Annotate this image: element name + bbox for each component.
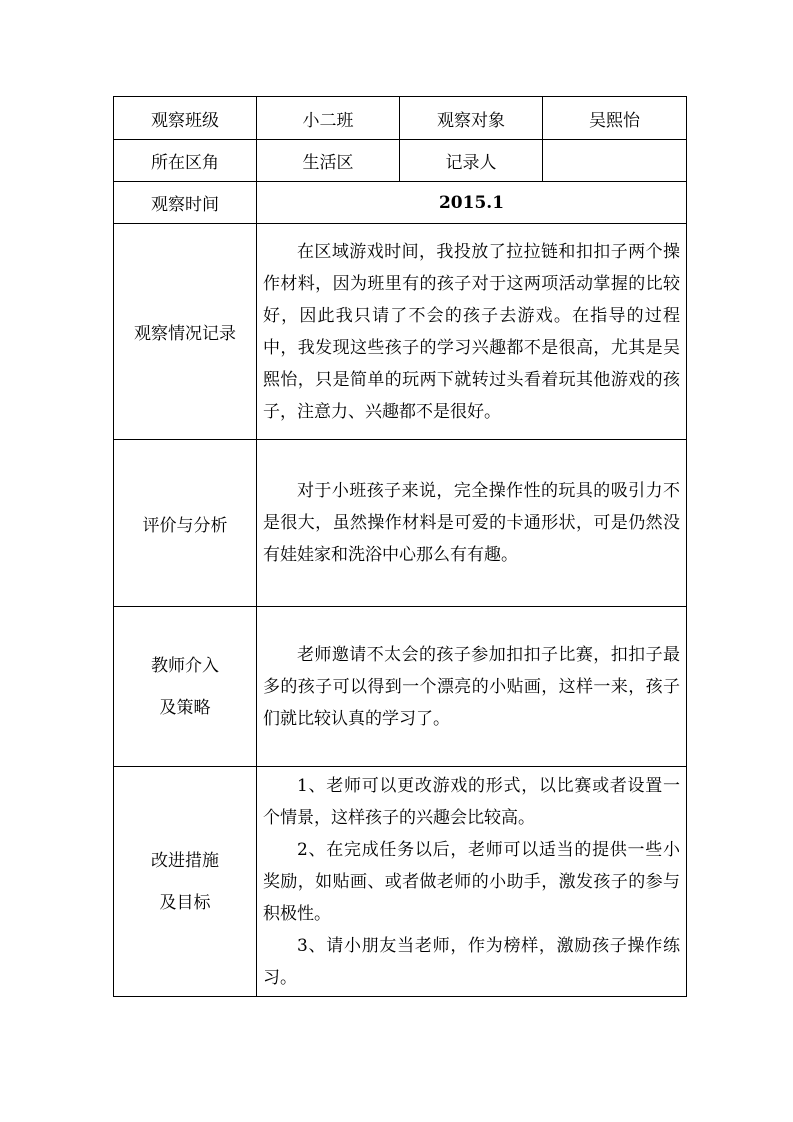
intervention-text: 老师邀请不太会的孩子参加扣扣子比赛，扣扣子最多的孩子可以得到一个漂亮的小贴画，这样一来，孩子们就比较认真的学习了。 bbox=[263, 644, 680, 729]
row-record bbox=[114, 224, 687, 440]
subject-value: 吴熙怡 bbox=[543, 97, 687, 140]
intervention-content bbox=[257, 607, 687, 767]
row-class-subject bbox=[114, 97, 687, 140]
class-value: 小二班 bbox=[257, 97, 400, 140]
record-text: 在区域游戏时间，我投放了拉拉链和扣扣子两个操作材料，因为班里有的孩子对于这两项活动掌握的比较好，因此我只请了不会的孩子去游戏。在指导的过程中，我发现这些孩子的学习兴趣都不是很高，尤其是吴熙怡，只是简单的玩两下就转过头看着玩其他游戏的孩子，注意力、兴趣都不是很好。 bbox=[263, 241, 680, 422]
improvement-label-line2: 及目标 bbox=[159, 892, 211, 913]
area-value: 生活区 bbox=[257, 140, 400, 182]
intervention-label bbox=[114, 607, 257, 767]
row-analysis bbox=[114, 440, 687, 607]
record-label: 观察情况记录 bbox=[114, 224, 257, 440]
row-improvement bbox=[114, 767, 687, 997]
improvement-label-line1: 改进措施 bbox=[151, 850, 219, 871]
observation-table bbox=[113, 96, 687, 997]
improvement-content bbox=[257, 767, 687, 997]
analysis-label: 评价与分析 bbox=[114, 440, 257, 607]
row-intervention bbox=[114, 607, 687, 767]
intervention-label-line1: 教师介入 bbox=[151, 655, 219, 676]
intervention-label-line2: 及策略 bbox=[159, 697, 211, 718]
record-content bbox=[257, 224, 687, 440]
subject-label: 观察对象 bbox=[400, 97, 543, 140]
class-label: 观察班级 bbox=[114, 97, 257, 140]
improvement-item-1: 1、老师可以更改游戏的形式，以比赛或者设置一个情景，这样孩子的兴趣会比较高。 bbox=[263, 775, 680, 828]
improvement-item-2: 2、在完成任务以后，老师可以适当的提供一些小奖励，如贴画、或者做老师的小助手，激发孩子的参与积极性。 bbox=[263, 839, 680, 924]
area-label: 所在区角 bbox=[114, 140, 257, 182]
improvement-item-3: 3、请小朋友当老师，作为榜样，激励孩子操作练习。 bbox=[263, 935, 680, 988]
recorder-label: 记录人 bbox=[400, 140, 543, 182]
analysis-content bbox=[257, 440, 687, 607]
analysis-text: 对于小班孩子来说，完全操作性的玩具的吸引力不是很大，虽然操作材料是可爱的卡通形状，可是仍然没有娃娃家和洗浴中心那么有有趣。 bbox=[263, 481, 680, 565]
time-label: 观察时间 bbox=[114, 182, 257, 224]
time-value: 2015.1 bbox=[257, 182, 687, 224]
recorder-value bbox=[543, 140, 687, 182]
row-area-recorder bbox=[114, 140, 687, 182]
row-time bbox=[114, 182, 687, 224]
improvement-label bbox=[114, 767, 257, 997]
